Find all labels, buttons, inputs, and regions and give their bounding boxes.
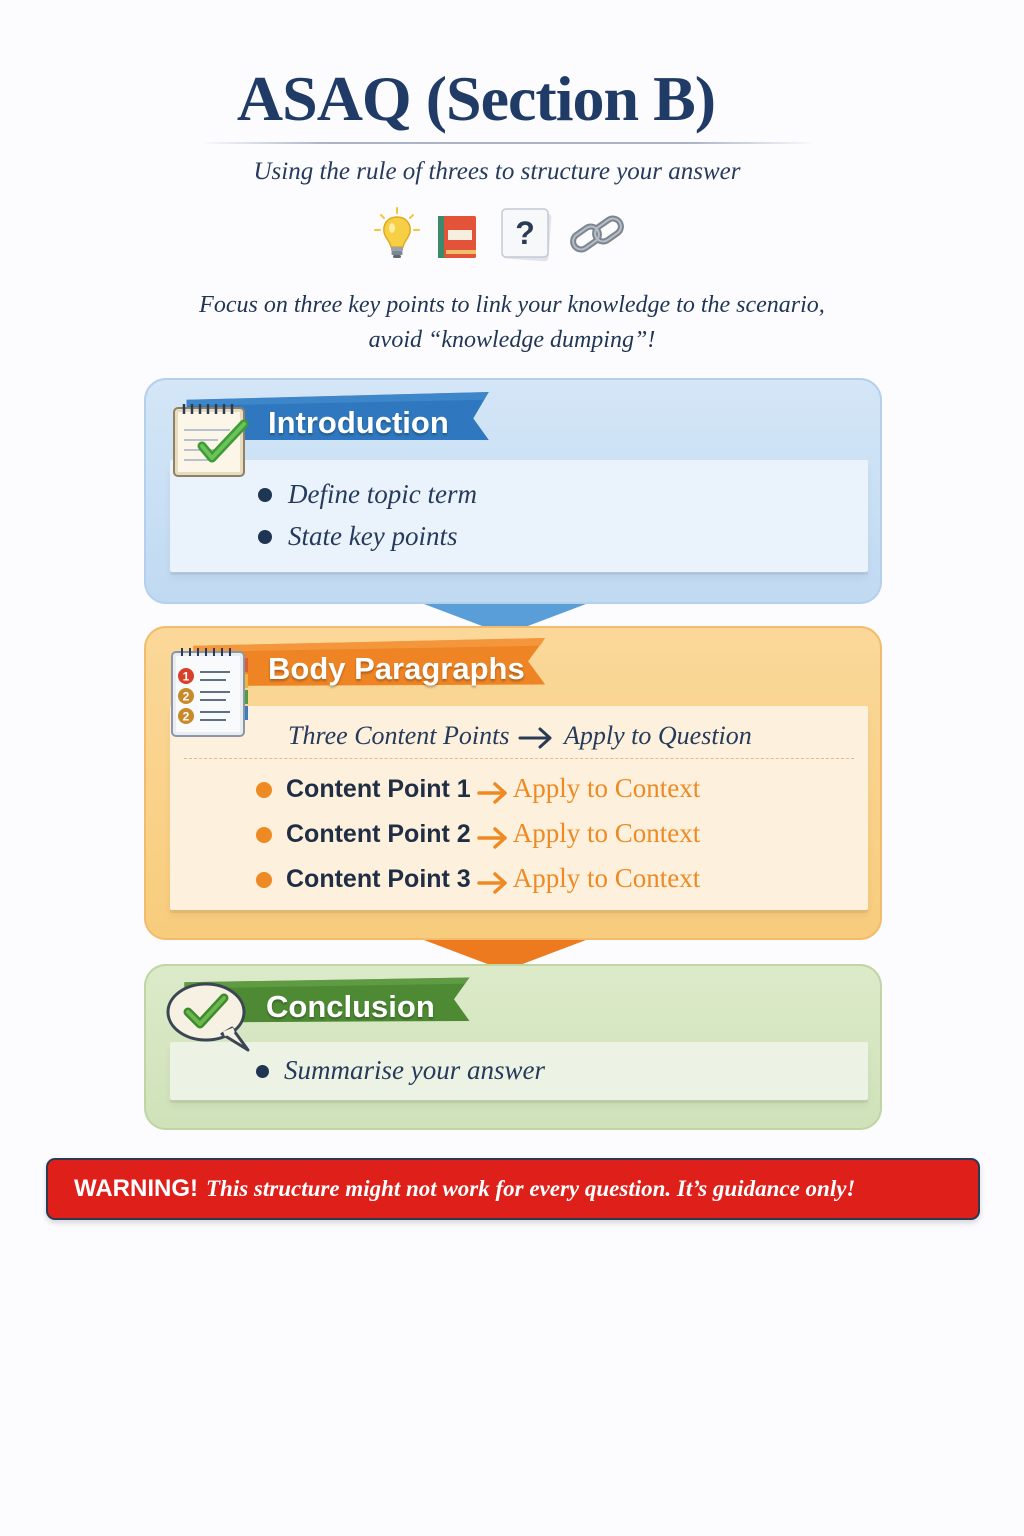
conclusion-card [144, 964, 882, 1130]
focus-line-1: Focus on three key points to link your knowledge to the scenario, [199, 292, 825, 318]
book-icon [434, 212, 482, 262]
list-number-2: 2 [182, 689, 190, 704]
conclusion-title: Conclusion [266, 989, 435, 1024]
title-divider [200, 142, 816, 144]
body-heading-right: Apply to Question [564, 721, 752, 750]
focus-instruction [120, 288, 904, 358]
content-point-label: Content Point 2 [286, 820, 471, 848]
content-point-dot [256, 872, 272, 888]
page-subtitle: Using the rule of threes to structure your answer [253, 158, 741, 185]
content-point-apply: Apply to Context [512, 773, 701, 803]
page-title: ASAQ (Section B) [236, 63, 716, 134]
body-paragraphs-card [144, 626, 882, 940]
focus-line-2: avoid “knowledge dumping”! [368, 327, 656, 353]
warning-message: This structure might not work for every question. It’s guidance only! [205, 1176, 856, 1201]
content-point-dot [256, 827, 272, 843]
arrow-right-icon [477, 826, 509, 850]
content-point-apply: Apply to Context [512, 818, 701, 848]
content-point-label: Content Point 1 [286, 775, 471, 803]
warning-heading: WARNING! [74, 1175, 198, 1202]
warning-text [74, 1160, 855, 1218]
bullet-dot [256, 1065, 269, 1078]
chain-link-icon [568, 210, 628, 260]
body-paragraphs-panel [170, 706, 868, 910]
body-heading-left: Three Content Points [288, 721, 510, 750]
arrow-right-icon [477, 871, 509, 895]
introduction-card [144, 378, 882, 604]
speech-bubble-checkmark-icon [164, 978, 254, 1056]
introduction-body [170, 460, 868, 572]
bullet-dot [258, 488, 272, 502]
body-heading [288, 716, 752, 756]
content-point-dot [256, 782, 272, 798]
content-point-label: Content Point 3 [286, 865, 471, 893]
bullet-dot [258, 530, 272, 544]
dashed-divider [184, 758, 854, 759]
icon-row [368, 206, 632, 266]
body-paragraphs-title: Body Paragraphs [268, 651, 525, 686]
list-number-3: 2 [182, 709, 190, 724]
notepad-checkmark-icon [168, 400, 254, 482]
question-icon [498, 206, 556, 266]
list-number-1: 1 [182, 669, 190, 684]
content-point-row-2 [286, 813, 700, 853]
introduction-bullet-2: State key points [288, 521, 458, 551]
svg-text:?: ? [515, 215, 535, 251]
arrow-right-icon [518, 726, 556, 750]
content-point-apply: Apply to Context [512, 863, 701, 893]
content-point-row-1 [286, 768, 700, 808]
content-point-row-3 [286, 858, 700, 898]
arrow-right-icon [477, 781, 509, 805]
warning-banner [46, 1158, 980, 1220]
introduction-title: Introduction [268, 405, 449, 440]
introduction-bullet-1: Define topic term [288, 479, 477, 509]
conclusion-body [170, 1042, 868, 1100]
numbered-list-icon [166, 644, 258, 744]
conclusion-bullet-1: Summarise your answer [284, 1055, 545, 1085]
lightbulb-icon [372, 206, 422, 264]
